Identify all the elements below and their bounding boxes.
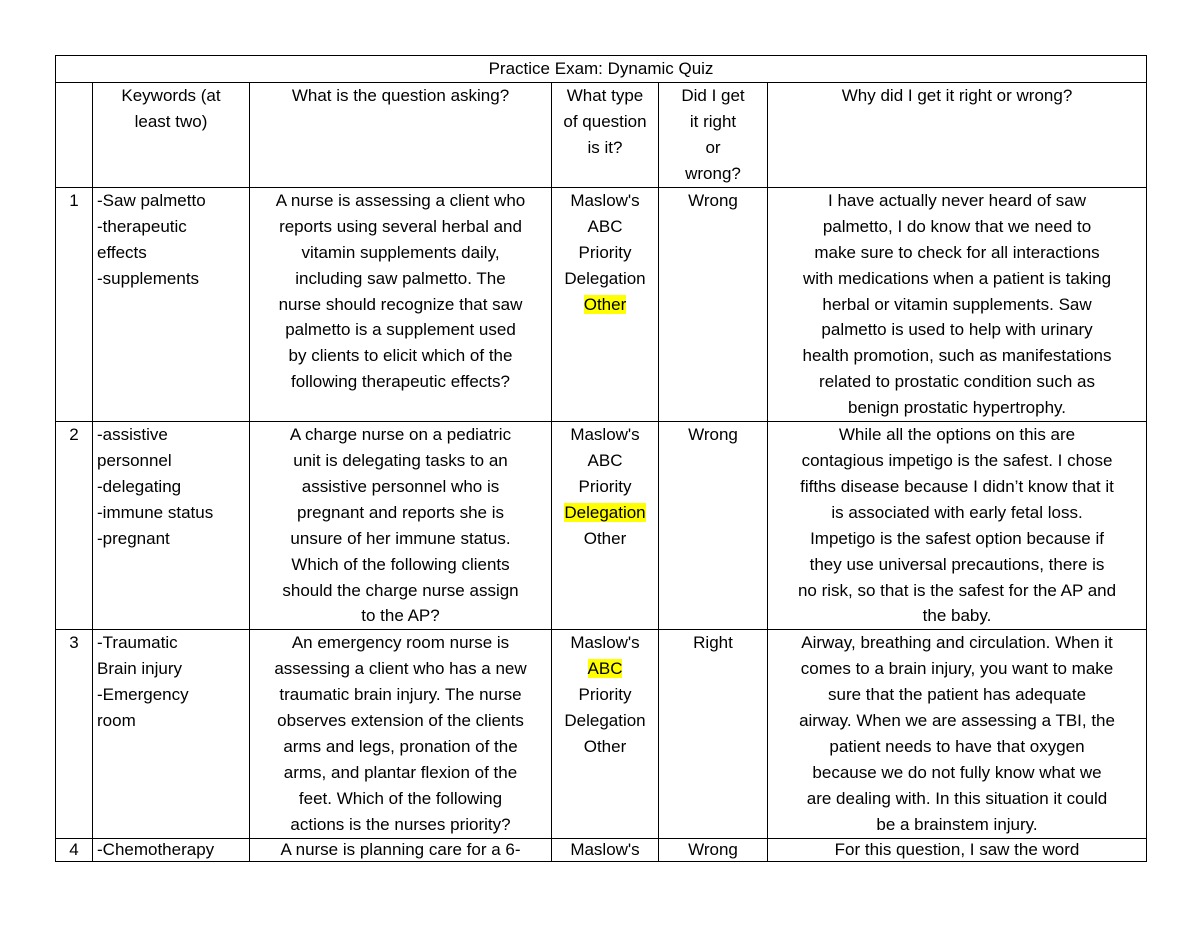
question-line: by clients to elicit which of the bbox=[288, 346, 513, 366]
explanation-line: benign prostatic hypertrophy. bbox=[848, 398, 1066, 418]
keywords-cell bbox=[93, 422, 250, 630]
highlighted-type: Delegation bbox=[564, 502, 646, 522]
question-line: unsure of her immune status. bbox=[290, 528, 511, 548]
question-line: palmetto is a supplement used bbox=[285, 320, 516, 340]
header-line: What is the question asking? bbox=[291, 85, 510, 105]
type-option: Maslow's bbox=[570, 190, 640, 210]
type-option: ABC bbox=[587, 450, 623, 470]
question-line: arms, and plantar flexion of the bbox=[283, 762, 518, 782]
explanation-cell bbox=[768, 630, 1147, 838]
header-line: Why did I get it right or wrong? bbox=[841, 85, 1073, 105]
question-line: assessing a client who has a new bbox=[274, 659, 527, 679]
question-cell bbox=[250, 422, 552, 630]
type-option bbox=[556, 500, 654, 526]
question-line: traumatic brain injury. The nurse bbox=[279, 685, 522, 705]
keyword-line: -pregnant bbox=[97, 528, 170, 548]
type-option: Maslow's bbox=[570, 839, 640, 859]
explanation-line: contagious impetigo is the safest. I chose bbox=[801, 450, 1113, 470]
highlighted-type: ABC bbox=[587, 659, 623, 679]
question-line: following therapeutic effects? bbox=[291, 372, 510, 392]
question-line: including saw palmetto. The bbox=[295, 268, 506, 288]
header-line: least two) bbox=[134, 111, 208, 131]
explanation-line: sure that the patient has adequate bbox=[828, 685, 1087, 705]
result-cell: Wrong bbox=[659, 187, 768, 421]
question-line: An emergency room nurse is bbox=[291, 633, 510, 653]
type-option: Delegation bbox=[564, 268, 646, 288]
table-row bbox=[56, 838, 1147, 861]
explanation-line: fifths disease because I didn’t know that it bbox=[800, 476, 1114, 496]
question-line: should the charge nurse assign bbox=[282, 580, 519, 600]
question-type-cell bbox=[552, 630, 659, 838]
explanation-line: I have actually never heard of saw bbox=[828, 190, 1086, 210]
explanation-line: For this question, I saw the word bbox=[834, 839, 1080, 859]
type-option: ABC bbox=[587, 216, 623, 236]
header-result bbox=[659, 82, 768, 187]
row-number: 1 bbox=[56, 187, 93, 421]
table-title: Practice Exam: Dynamic Quiz bbox=[56, 56, 1147, 83]
question-cell bbox=[250, 838, 552, 861]
type-option: Delegation bbox=[564, 711, 646, 731]
explanation-line: While all the options on this are bbox=[838, 425, 1076, 445]
explanation-line: with medications when a patient is taking bbox=[802, 268, 1112, 288]
explanation-line: comes to a brain injury, you want to make bbox=[800, 659, 1114, 679]
explanation-line: airway. When we are assessing a TBI, the bbox=[799, 711, 1115, 731]
type-option: Priority bbox=[578, 476, 632, 496]
question-line: vitamin supplements daily, bbox=[301, 242, 500, 262]
title-row bbox=[56, 56, 1147, 83]
keyword-line: -immune status bbox=[97, 502, 214, 522]
explanation-line: the baby. bbox=[922, 606, 992, 626]
question-line: A charge nurse on a pediatric bbox=[289, 425, 512, 445]
explanation-line: patient needs to have that oxygen bbox=[829, 736, 1085, 756]
header-row bbox=[56, 82, 1147, 187]
question-line: arms and legs, pronation of the bbox=[283, 736, 518, 756]
keywords-cell bbox=[93, 630, 250, 838]
header-type bbox=[552, 82, 659, 187]
explanation-line: no risk, so that is the safest for the AP and bbox=[797, 580, 1117, 600]
highlighted-type: Other bbox=[583, 294, 627, 314]
question-line: observes extension of the clients bbox=[277, 711, 524, 731]
question-line: assistive personnel who is bbox=[301, 476, 500, 496]
question-line: unit is delegating tasks to an bbox=[293, 450, 508, 470]
keyword-line: -delegating bbox=[97, 476, 182, 496]
type-option: Other bbox=[583, 528, 627, 548]
result-cell: Wrong bbox=[659, 422, 768, 630]
type-option: Priority bbox=[578, 685, 632, 705]
table-row bbox=[56, 187, 1147, 421]
table-row bbox=[56, 630, 1147, 838]
question-type-cell bbox=[552, 422, 659, 630]
header-line: Did I get bbox=[681, 85, 745, 105]
question-line: pregnant and reports she is bbox=[297, 502, 504, 522]
explanation-line: is associated with early fetal loss. bbox=[831, 502, 1083, 522]
keyword-line: room bbox=[97, 711, 136, 731]
explanation-line: related to prostatic condition such as bbox=[819, 372, 1095, 392]
keywords-cell bbox=[93, 838, 250, 861]
header-line: of question bbox=[563, 111, 647, 131]
header-keywords bbox=[93, 82, 250, 187]
question-line: A nurse is assessing a client who bbox=[275, 190, 526, 210]
keyword-line: -supplements bbox=[97, 268, 200, 288]
row-number: 4 bbox=[56, 838, 93, 861]
question-cell bbox=[250, 630, 552, 838]
type-option: Priority bbox=[578, 242, 632, 262]
question-line: actions is the nurses priority? bbox=[290, 814, 511, 834]
explanation-line: because we do not fully know what we bbox=[812, 762, 1102, 782]
explanation-cell bbox=[768, 838, 1147, 861]
type-option bbox=[556, 292, 654, 318]
question-line: to the AP? bbox=[361, 606, 440, 626]
explanation-line: make sure to check for all interactions bbox=[814, 242, 1100, 262]
question-cell bbox=[250, 187, 552, 421]
header-why bbox=[768, 82, 1147, 187]
question-type-cell bbox=[552, 838, 659, 861]
question-line: nurse should recognize that saw bbox=[278, 294, 523, 314]
type-option: Maslow's bbox=[570, 633, 640, 653]
question-line: A nurse is planning care for a 6- bbox=[280, 839, 521, 859]
explanation-line: they use universal precautions, there is bbox=[809, 554, 1105, 574]
keyword-line: -Traumatic bbox=[97, 633, 178, 653]
explanation-cell bbox=[768, 422, 1147, 630]
result-cell: Right bbox=[659, 630, 768, 838]
type-option bbox=[556, 656, 654, 682]
explanation-line: Impetigo is the safest option because if bbox=[810, 528, 1104, 548]
keyword-line: personnel bbox=[97, 450, 172, 470]
keyword-line: effects bbox=[97, 242, 147, 262]
row-number: 3 bbox=[56, 630, 93, 838]
header-line: is it? bbox=[587, 137, 623, 157]
question-line: Which of the following clients bbox=[291, 554, 510, 574]
explanation-line: palmetto is used to help with urinary bbox=[821, 320, 1093, 340]
row-number: 2 bbox=[56, 422, 93, 630]
question-line: feet. Which of the following bbox=[298, 788, 503, 808]
keyword-line: -Emergency bbox=[97, 685, 189, 705]
explanation-line: Airway, breathing and circulation. When it bbox=[801, 633, 1113, 653]
keyword-line: -Chemotherapy bbox=[97, 839, 215, 859]
header-line: or bbox=[705, 137, 721, 157]
keywords-cell bbox=[93, 187, 250, 421]
explanation-line: health promotion, such as manifestations bbox=[802, 346, 1112, 366]
type-option: Maslow's bbox=[570, 425, 640, 445]
explanation-line: are dealing with. In this situation it could bbox=[806, 788, 1108, 808]
keyword-line: -therapeutic bbox=[97, 216, 187, 236]
keyword-line: Brain injury bbox=[97, 659, 183, 679]
header-line: What type bbox=[566, 85, 644, 105]
quiz-table bbox=[55, 55, 1147, 862]
keyword-line: -Saw palmetto bbox=[97, 190, 206, 210]
explanation-line: be a brainstem injury. bbox=[876, 814, 1038, 834]
explanation-line: palmetto, I do know that we need to bbox=[822, 216, 1092, 236]
header-line: it right bbox=[689, 111, 737, 131]
question-type-cell bbox=[552, 187, 659, 421]
result-cell: Wrong bbox=[659, 838, 768, 861]
header-number bbox=[56, 82, 93, 187]
header-question bbox=[250, 82, 552, 187]
header-line: wrong? bbox=[685, 163, 741, 183]
header-line: Keywords (at bbox=[121, 85, 221, 105]
keyword-line: -assistive bbox=[97, 425, 168, 445]
explanation-line: herbal or vitamin supplements. Saw bbox=[822, 294, 1092, 314]
question-line: reports using several herbal and bbox=[279, 216, 522, 236]
table-row bbox=[56, 422, 1147, 630]
type-option: Other bbox=[583, 736, 627, 756]
explanation-cell bbox=[768, 187, 1147, 421]
